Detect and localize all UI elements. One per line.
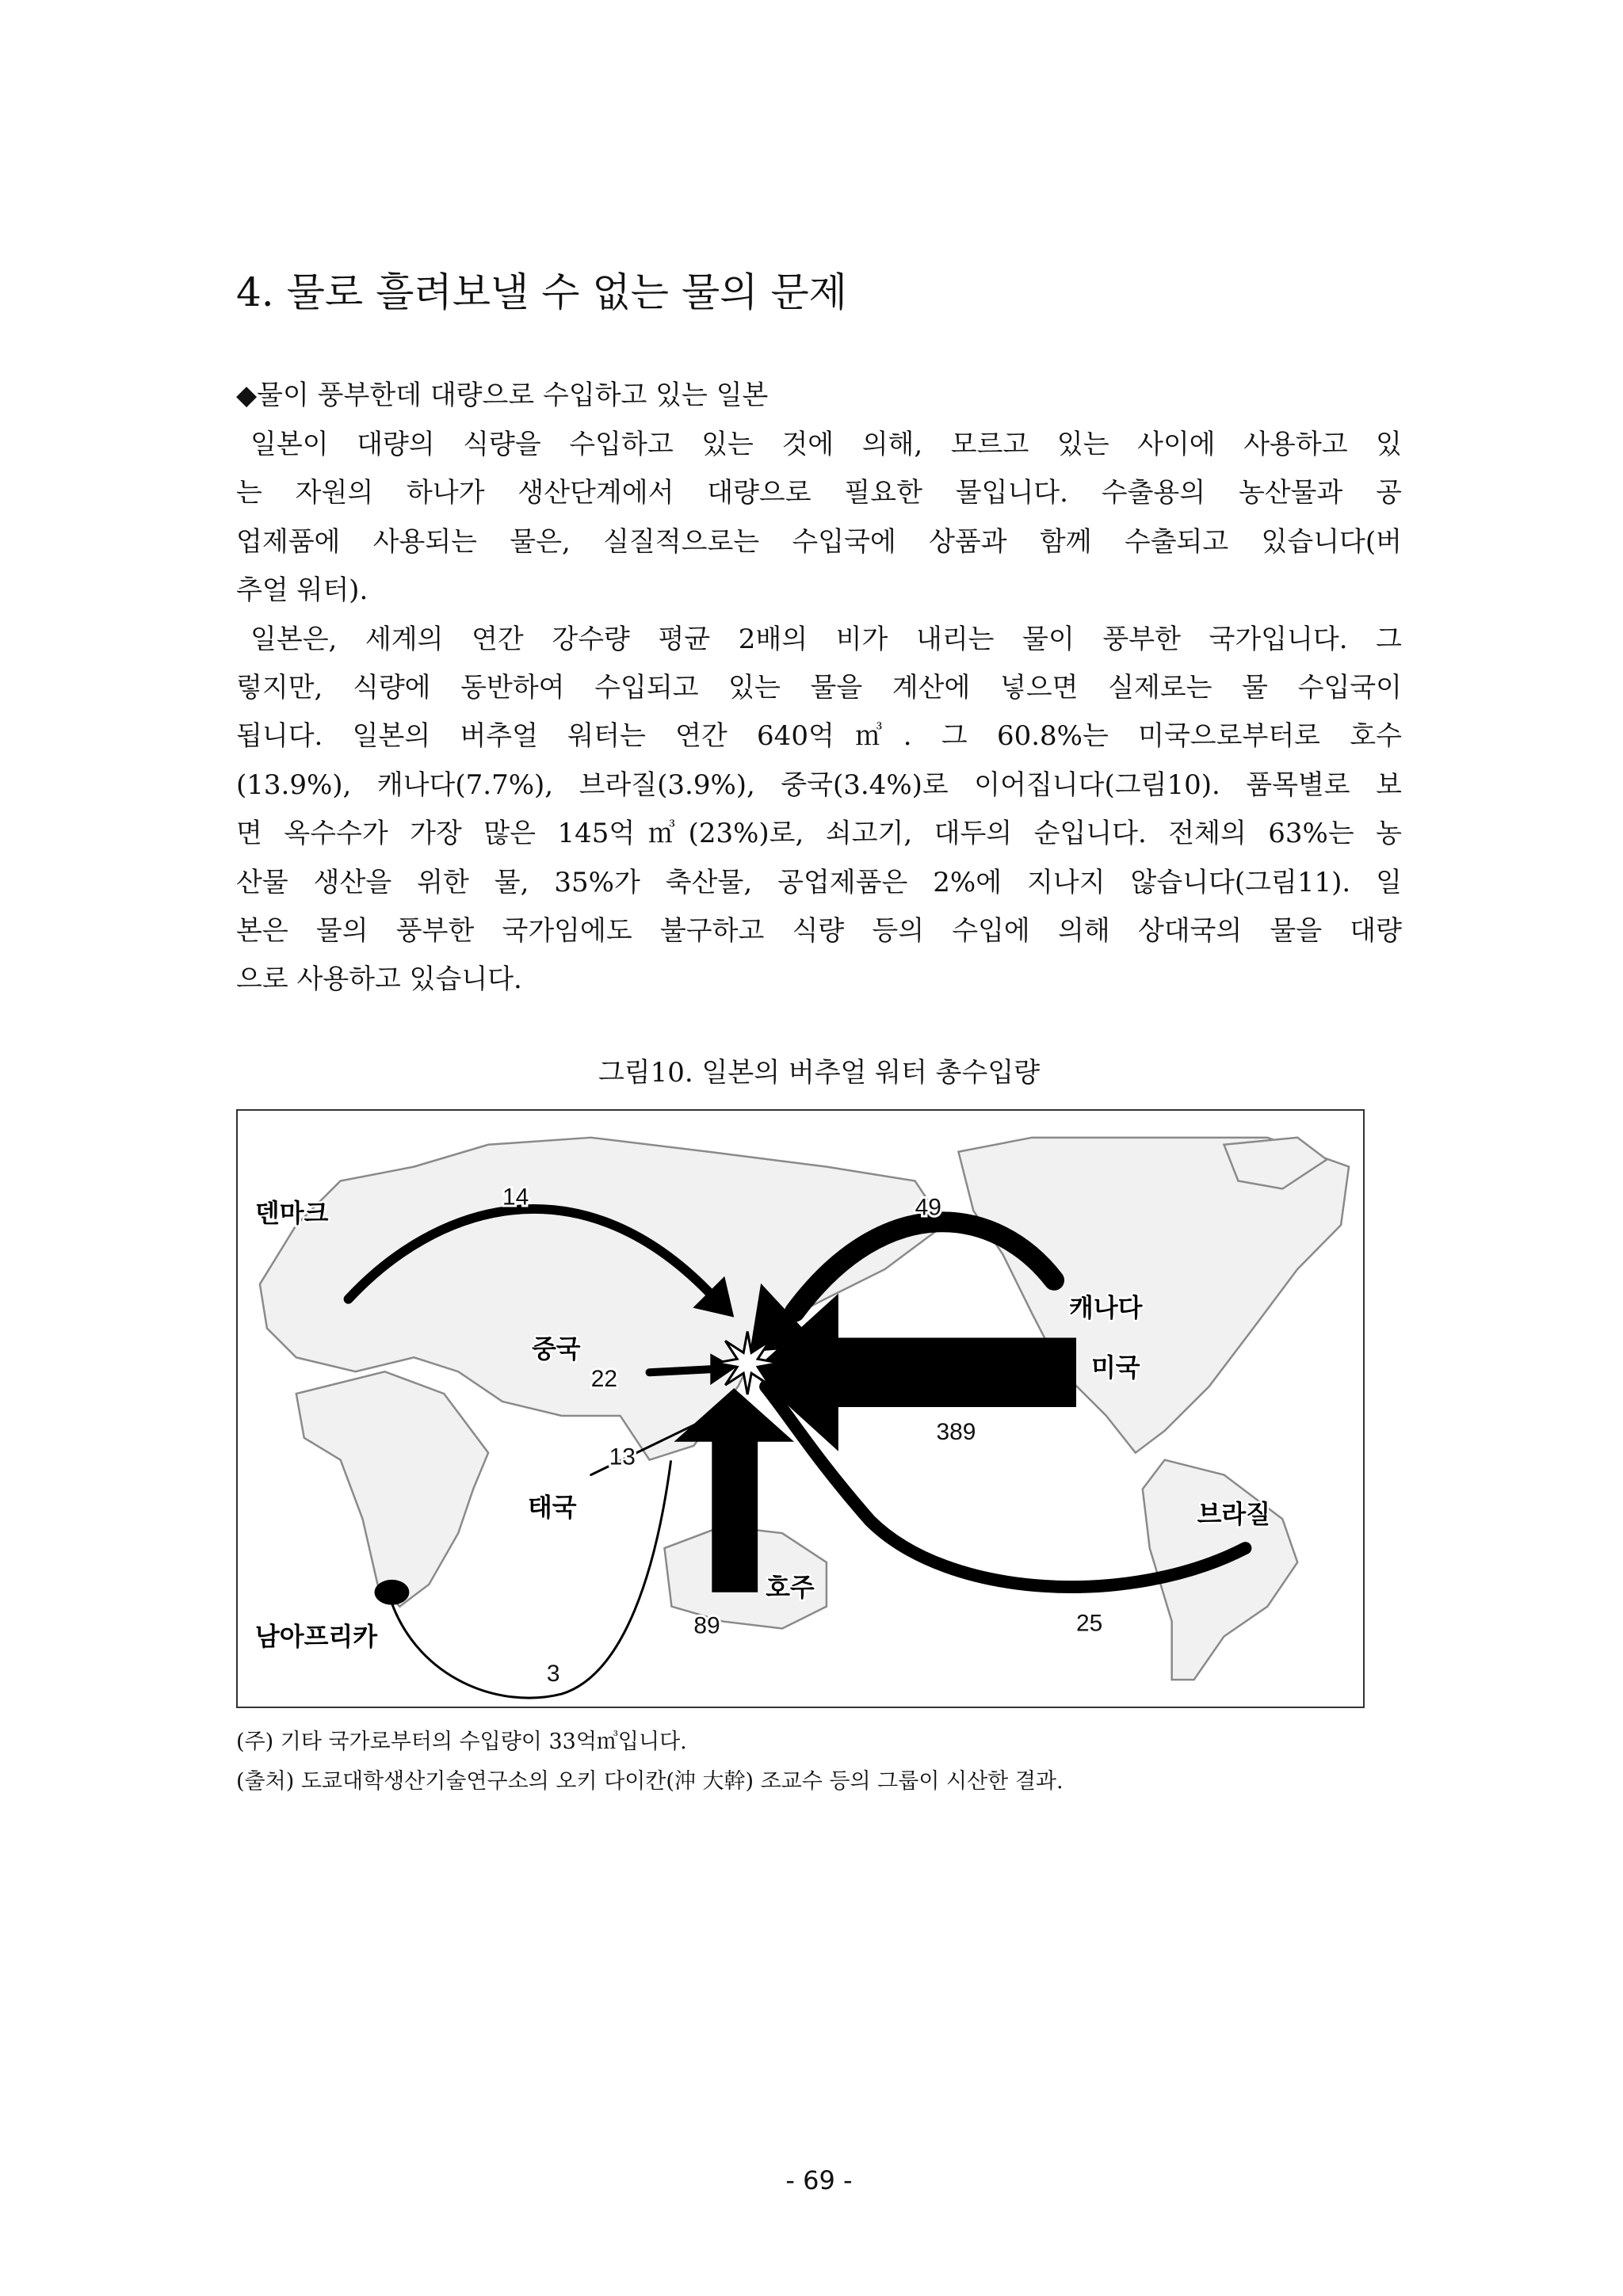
value-usa: 389	[936, 1418, 976, 1445]
value-brazil: 25	[1076, 1610, 1103, 1637]
label-brazil: 브라질	[1197, 1499, 1271, 1530]
label-south-africa: 남아프리카	[254, 1621, 378, 1652]
body-line: 추얼 워터).	[236, 574, 369, 607]
body-line: 산물 생산을 위한 물, 35%가 축산물, 공업제품은 2%에 지나지 않습니다(그림11). 일	[236, 866, 1402, 898]
figure-source: (출처) 도쿄대학생산기술연구소의 오키 다이칸(沖 大幹) 조교수 등의 그룹이 시산한 결과.	[236, 1769, 1064, 1794]
virtual-water-map	[236, 1109, 1365, 1708]
body-line: 일본이 대량의 식량을 수입하고 있는 것에 의해, 모르고 있는 사이에 사용하고 있	[250, 429, 1402, 460]
body-line: 됩니다. 일본의 버추얼 워터는 연간 640억㎥. 그 60.8%는 미국으로부터로 호수	[236, 720, 1402, 753]
section-heading: 4. 물로 흘려보낼 수 없는 물의 문제	[236, 269, 847, 315]
body-text	[236, 421, 1402, 1005]
label-usa: 미국	[1090, 1352, 1140, 1383]
world-map-svg	[238, 1111, 1363, 1707]
label-denmark: 덴마크	[254, 1198, 329, 1229]
body-line: 으로 사용하고 있습니다.	[236, 963, 522, 996]
continent-south-america	[1143, 1460, 1297, 1680]
body-line: (13.9%), 캐나다(7.7%), 브라질(3.9%), 중국(3.4%)로 이어집니다(그림10). 품목별로 보	[236, 769, 1402, 801]
continent-africa	[296, 1371, 488, 1606]
south-africa-marker	[375, 1580, 410, 1605]
value-australia: 89	[693, 1612, 720, 1639]
page-number: - 69 -	[785, 2165, 853, 2195]
label-australia: 호주	[766, 1572, 815, 1603]
value-china: 22	[590, 1366, 618, 1393]
japan-star-icon	[716, 1332, 779, 1395]
value-south-africa: 3	[546, 1661, 560, 1688]
label-canada: 캐나다	[1069, 1292, 1143, 1323]
value-denmark: 14	[502, 1184, 529, 1211]
arrow-china	[650, 1369, 711, 1372]
label-thailand: 태국	[527, 1492, 577, 1523]
body-line: 본은 물의 풍부한 국가임에도 불구하고 식량 등의 수입에 의해 상대국의 물을 대량	[236, 914, 1402, 947]
value-thailand: 13	[609, 1444, 636, 1470]
body-line: 일본은, 세계의 연간 강수량 평균 2배의 비가 내리는 물이 풍부한 국가입니다. 그	[250, 623, 1402, 655]
section-subheading: ◆물이 풍부한데 대량으로 수입하고 있는 일본	[236, 379, 769, 411]
label-china: 중국	[531, 1333, 581, 1364]
figure-caption: 그림10. 일본의 버추얼 워터 총수입량	[598, 1057, 1041, 1089]
body-line: 는 자원의 하나가 생산단계에서 대량으로 필요한 물입니다. 수출용의 농산물과 공	[236, 477, 1402, 509]
body-line: 렇지만, 식량에 동반하여 수입되고 있는 물을 계산에 넣으면 실제로는 물 수입국이	[236, 671, 1402, 704]
figure-note: (주) 기타 국가로부터의 수입량이 33억㎥입니다.	[236, 1730, 687, 1754]
value-canada: 49	[915, 1194, 941, 1221]
body-line: 면 옥수수가 가장 많은 145억㎥(23%)로, 쇠고기, 대두의 순입니다. 전체의 63%는 농	[236, 818, 1402, 850]
body-line: 업제품에 사용되는 물은, 실질적으로는 수입국에 상품과 함께 수출되고 있습니다(버	[236, 525, 1402, 558]
